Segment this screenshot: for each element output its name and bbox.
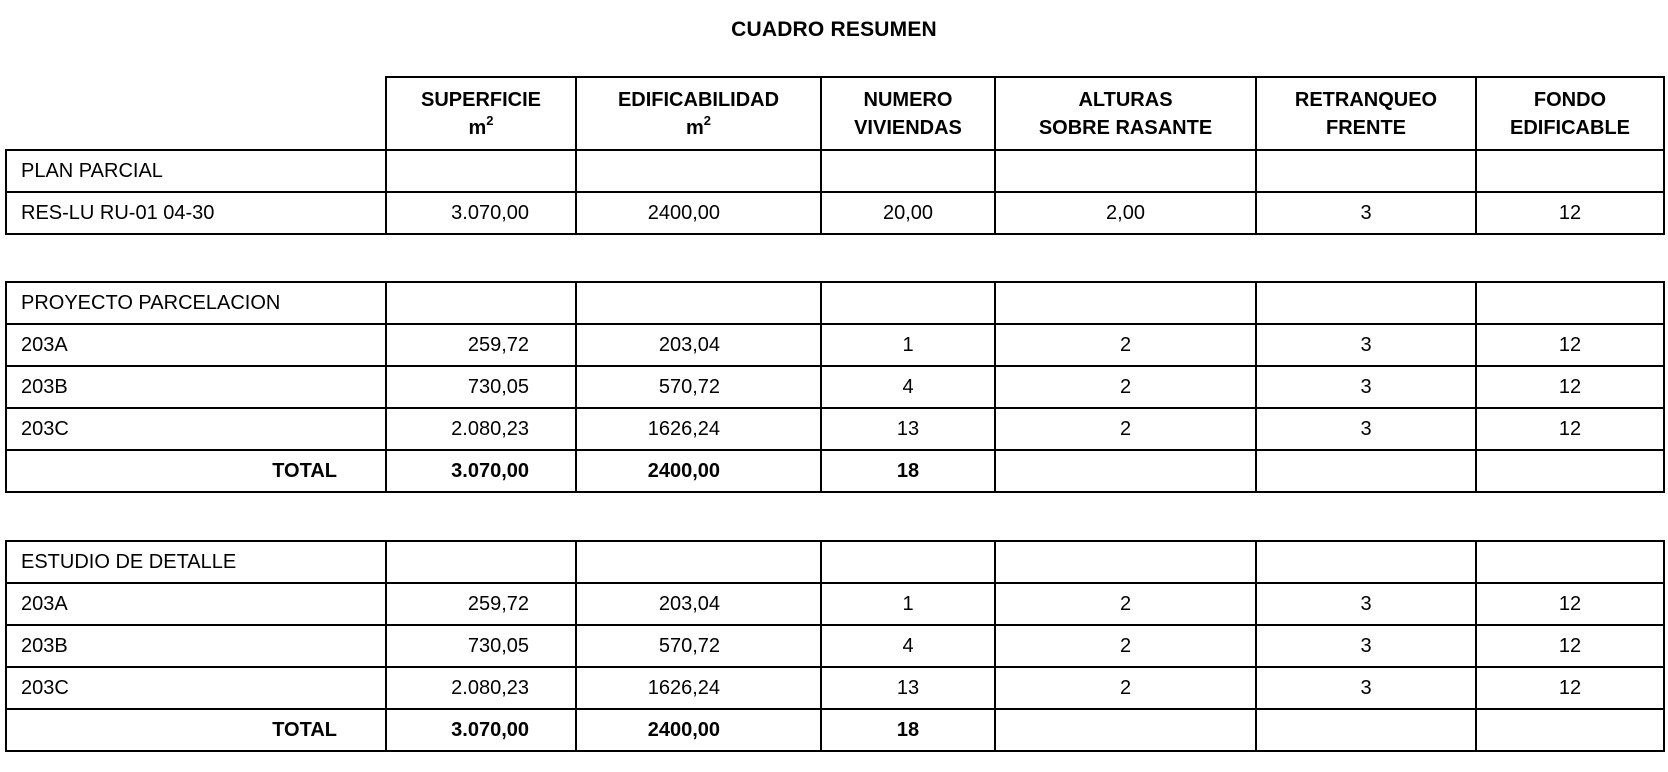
alturas-cell: 2: [995, 408, 1256, 450]
viviendas-cell: 4: [821, 625, 995, 667]
viviendas-cell: 4: [821, 366, 995, 408]
alturas-cell: 2,00: [995, 192, 1256, 234]
edificabilidad-cell: 570,72: [576, 366, 821, 408]
total-label: TOTAL: [6, 450, 386, 492]
alturas-cell: 2: [995, 366, 1256, 408]
col-superficie-header: SUPERFICIE $m^2$: [386, 77, 576, 150]
total-superficie: 3.070,00: [386, 450, 576, 492]
col-alturas-header: ALTURAS SOBRE RASANTE: [995, 77, 1256, 150]
table-row: [6, 625, 1664, 667]
fondo-cell: 12: [1476, 192, 1664, 234]
superficie-cell: 2.080,23: [386, 408, 576, 450]
alturas-cell: 2: [995, 324, 1256, 366]
fondo-cell: 12: [1476, 667, 1664, 709]
header-blank: [6, 77, 386, 150]
col-edificabilidad-header: EDIFICABILIDAD $m^2$: [576, 77, 821, 150]
fondo-cell: 12: [1476, 583, 1664, 625]
proyecto-parcelacion-table: [5, 281, 1665, 493]
col-retranqueo-header: RETRANQUEO FRENTE: [1256, 77, 1476, 150]
viviendas-cell: 1: [821, 324, 995, 366]
total-row: [6, 450, 1664, 492]
edificabilidad-cell: 2400,00: [576, 192, 821, 234]
total-viviendas: 18: [821, 709, 995, 751]
row-name: 203A: [6, 583, 386, 625]
row-name: 203B: [6, 366, 386, 408]
superficie-cell: 730,05: [386, 625, 576, 667]
fondo-cell: 12: [1476, 366, 1664, 408]
table-row: [6, 366, 1664, 408]
edificabilidad-cell: 570,72: [576, 625, 821, 667]
total-viviendas: 18: [821, 450, 995, 492]
section-heading: PLAN PARCIAL: [6, 150, 386, 192]
fondo-cell: 12: [1476, 324, 1664, 366]
alturas-cell: 2: [995, 625, 1256, 667]
estudio-detalle-table: [5, 540, 1665, 752]
total-edificabilidad: 2400,00: [576, 709, 821, 751]
page-title: CUADRO RESUMEN: [731, 18, 937, 41]
section-heading-row: [6, 282, 1664, 324]
viviendas-cell: 13: [821, 408, 995, 450]
superficie-cell: 2.080,23: [386, 667, 576, 709]
edificabilidad-cell: 1626,24: [576, 408, 821, 450]
section-heading: PROYECTO PARCELACION: [6, 282, 386, 324]
table-row: [6, 667, 1664, 709]
section-heading-row: [6, 541, 1664, 583]
section-heading-row: [6, 150, 1664, 192]
viviendas-cell: 20,00: [821, 192, 995, 234]
retranqueo-cell: 3: [1256, 324, 1476, 366]
row-name: 203C: [6, 667, 386, 709]
table-row: [6, 408, 1664, 450]
viviendas-cell: 1: [821, 583, 995, 625]
row-name: 203A: [6, 324, 386, 366]
total-edificabilidad: 2400,00: [576, 450, 821, 492]
retranqueo-cell: 3: [1256, 583, 1476, 625]
plan-parcial-table: [5, 76, 1665, 235]
header-row: [6, 77, 1664, 150]
col-fondo-header: FONDO EDIFICABLE: [1476, 77, 1664, 150]
fondo-cell: 12: [1476, 625, 1664, 667]
superficie-cell: 259,72: [386, 583, 576, 625]
superficie-cell: 730,05: [386, 366, 576, 408]
row-name: RES-LU RU-01 04-30: [6, 192, 386, 234]
row-name: 203B: [6, 625, 386, 667]
table-row: [6, 583, 1664, 625]
total-label: TOTAL: [6, 709, 386, 751]
retranqueo-cell: 3: [1256, 625, 1476, 667]
table-row: [6, 324, 1664, 366]
retranqueo-cell: 3: [1256, 408, 1476, 450]
total-superficie: 3.070,00: [386, 709, 576, 751]
retranqueo-cell: 3: [1256, 192, 1476, 234]
row-name: 203C: [6, 408, 386, 450]
superficie-cell: 259,72: [386, 324, 576, 366]
edificabilidad-cell: 203,04: [576, 324, 821, 366]
viviendas-cell: 13: [821, 667, 995, 709]
alturas-cell: 2: [995, 667, 1256, 709]
edificabilidad-cell: 1626,24: [576, 667, 821, 709]
edificabilidad-cell: 203,04: [576, 583, 821, 625]
superficie-cell: 3.070,00: [386, 192, 576, 234]
fondo-cell: 12: [1476, 408, 1664, 450]
total-row: [6, 709, 1664, 751]
col-numero-viviendas-header: NUMERO VIVIENDAS: [821, 77, 995, 150]
section-heading: ESTUDIO DE DETALLE: [6, 541, 386, 583]
retranqueo-cell: 3: [1256, 667, 1476, 709]
retranqueo-cell: 3: [1256, 366, 1476, 408]
table-row: [6, 192, 1664, 234]
alturas-cell: 2: [995, 583, 1256, 625]
